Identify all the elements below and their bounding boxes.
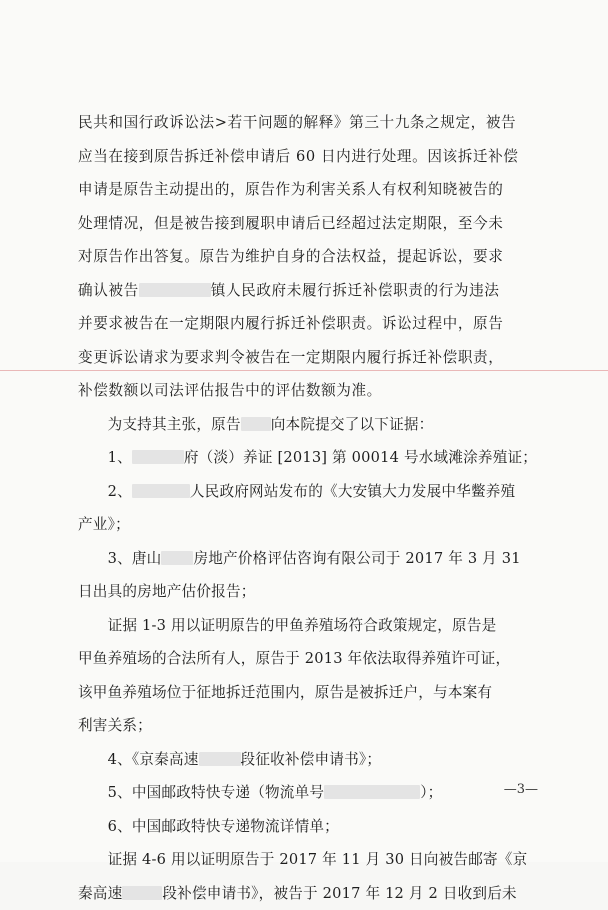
text-line: 该甲鱼养殖场位于征地拆迁范围内，原告是被拆迁户，与本案有 xyxy=(78,676,550,710)
text-line: 秦高速 段补偿申请书》，被告于 2017 年 12 月 2 日收到后未 xyxy=(78,877,550,910)
text-line: 变更诉讼请求为要求判令被告在一定期限内履行拆迁补偿职责， xyxy=(78,341,550,375)
text-line: 4、《京秦高速 段征收补偿申请书》； xyxy=(78,743,550,777)
text-line: 对原告作出答复。原告为维护自身的合法权益，提起诉讼，要求 xyxy=(78,240,550,274)
text-line: 并要求被告在一定期限内履行拆迁补偿职责。诉讼过程中，原告 xyxy=(78,307,550,341)
text-line: 5、中国邮政特快专递（物流单号 ）； xyxy=(78,776,550,810)
redaction-block xyxy=(139,283,211,297)
text-line: 2、 人民政府网站发布的《大安镇大力发展中华鳖养殖 xyxy=(78,475,550,509)
text-line: 证据 4-6 用以证明原告于 2017 年 11 月 30 日向被告邮寄《京 xyxy=(78,843,550,877)
document-body xyxy=(78,106,550,910)
redaction-block xyxy=(161,551,193,565)
text-line: 处理情况，但是被告接到履职申请后已经超过法定期限，至今未 xyxy=(78,207,550,241)
redaction-block xyxy=(122,886,162,900)
text-line: 甲鱼养殖场的合法所有人，原告于 2013 年依法取得养殖许可证， xyxy=(78,642,550,676)
text-line: 6、中国邮政特快专递物流详情单； xyxy=(78,810,550,844)
text-line: 为支持其主张，原告 向本院提交了以下证据： xyxy=(78,408,550,442)
text-line: 利害关系； xyxy=(78,709,550,743)
text-line: 确认被告 镇人民政府未履行拆迁补偿职责的行为违法 xyxy=(78,274,550,308)
text-line: 申请是原告主动提出的，原告作为利害关系人有权利知晓被告的 xyxy=(78,173,550,207)
text-line: 应当在接到原告拆迁补偿申请后 60 日内进行处理。因该拆迁补偿 xyxy=(78,140,550,174)
redaction-block xyxy=(324,785,420,799)
text-line: 证据 1-3 用以证明原告的甲鱼养殖场符合政策规定，原告是 xyxy=(78,609,550,643)
redaction-block xyxy=(132,450,184,464)
page-number: —3— xyxy=(504,782,538,797)
text-line: 日出具的房地产估价报告； xyxy=(78,575,550,609)
redaction-block xyxy=(132,484,190,498)
text-line: 3、唐山 房地产价格评估咨询有限公司于 2017 年 3 月 31 xyxy=(78,542,550,576)
text-line: 补偿数额以司法评估报告中的评估数额为准。 xyxy=(78,374,550,408)
text-line: 产业》； xyxy=(78,508,550,542)
redaction-block xyxy=(241,417,271,431)
text-line: 民共和国行政诉讼法>若干问题的解释》第三十九条之规定，被告 xyxy=(78,106,550,140)
redaction-block xyxy=(199,752,241,766)
text-line: 1、 府（淡）养证 [2013] 第 00014 号水域滩涂养殖证； xyxy=(78,441,550,475)
